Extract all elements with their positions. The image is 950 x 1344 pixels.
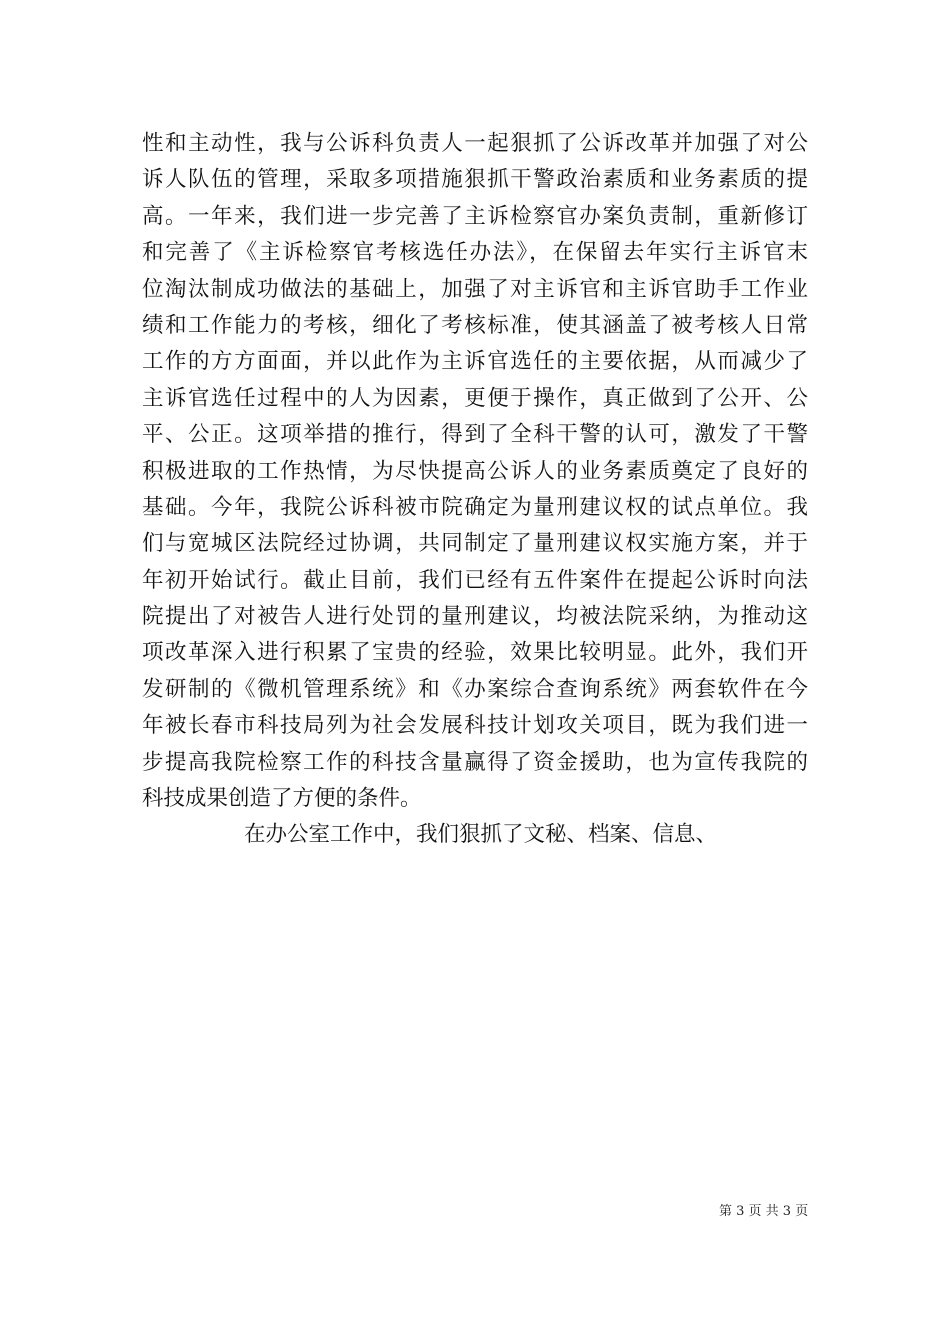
text-line: 和完善了《主诉检察官考核选任办法》，在保留去年实行主诉官末 xyxy=(142,240,808,266)
text-line: 绩和工作能力的考核，细化了考核标准，使其涵盖了被考核人日常 xyxy=(142,312,808,338)
text-line: 们与宽城区法院经过协调，共同制定了量刑建议权实施方案，并于 xyxy=(142,531,808,557)
text-line: 主诉官选任过程中的人为因素，更便于操作，真正做到了公开、公 xyxy=(142,385,808,411)
page-number: 第 3 页 共 3 页 xyxy=(719,1204,809,1219)
text-line: 科技成果创造了方便的条件。 xyxy=(142,786,422,812)
paragraph-start-line: 在办公室工作中，我们狠抓了文秘、档案、信息、 xyxy=(244,822,718,848)
text-line: 平、公正。这项举措的推行，得到了全科干警的认可，激发了干警 xyxy=(142,422,808,448)
text-line: 院提出了对被告人进行处罚的量刑建议，均被法院采纳，为推动这 xyxy=(142,604,808,630)
text-line: 位淘汰制成功做法的基础上，加强了对主诉官和主诉官助手工作业 xyxy=(142,276,808,302)
text-line: 项改革深入进行积累了宝贵的经验，效果比较明显。此外，我们开 xyxy=(142,640,808,666)
body-text xyxy=(142,126,808,854)
text-line: 基础。今年，我院公诉科被市院确定为量刑建议权的试点单位。我 xyxy=(142,494,808,520)
text-line: 诉人队伍的管理，采取多项措施狠抓干警政治素质和业务素质的提 xyxy=(142,167,808,193)
text-line: 步提高我院检察工作的科技含量赢得了资金援助，也为宣传我院的 xyxy=(142,749,808,775)
text-line: 积极进取的工作热情，为尽快提高公诉人的业务素质奠定了良好的 xyxy=(142,458,808,484)
text-line: 发研制的《微机管理系统》和《办案综合查询系统》两套软件在今 xyxy=(142,676,808,702)
text-line: 高。一年来，我们进一步完善了主诉检察官办案负责制，重新修订 xyxy=(142,203,808,229)
text-line: 性和主动性，我与公诉科负责人一起狠抓了公诉改革并加强了对公 xyxy=(142,131,808,156)
text-line: 年初开始试行。截止目前，我们已经有五件案件在提起公诉时向法 xyxy=(142,567,808,593)
text-line: 工作的方方面面，并以此作为主诉官选任的主要依据，从而减少了 xyxy=(142,349,808,375)
text-line: 年被长春市科技局列为社会发展科技计划攻关项目，既为我们进一 xyxy=(142,713,808,739)
